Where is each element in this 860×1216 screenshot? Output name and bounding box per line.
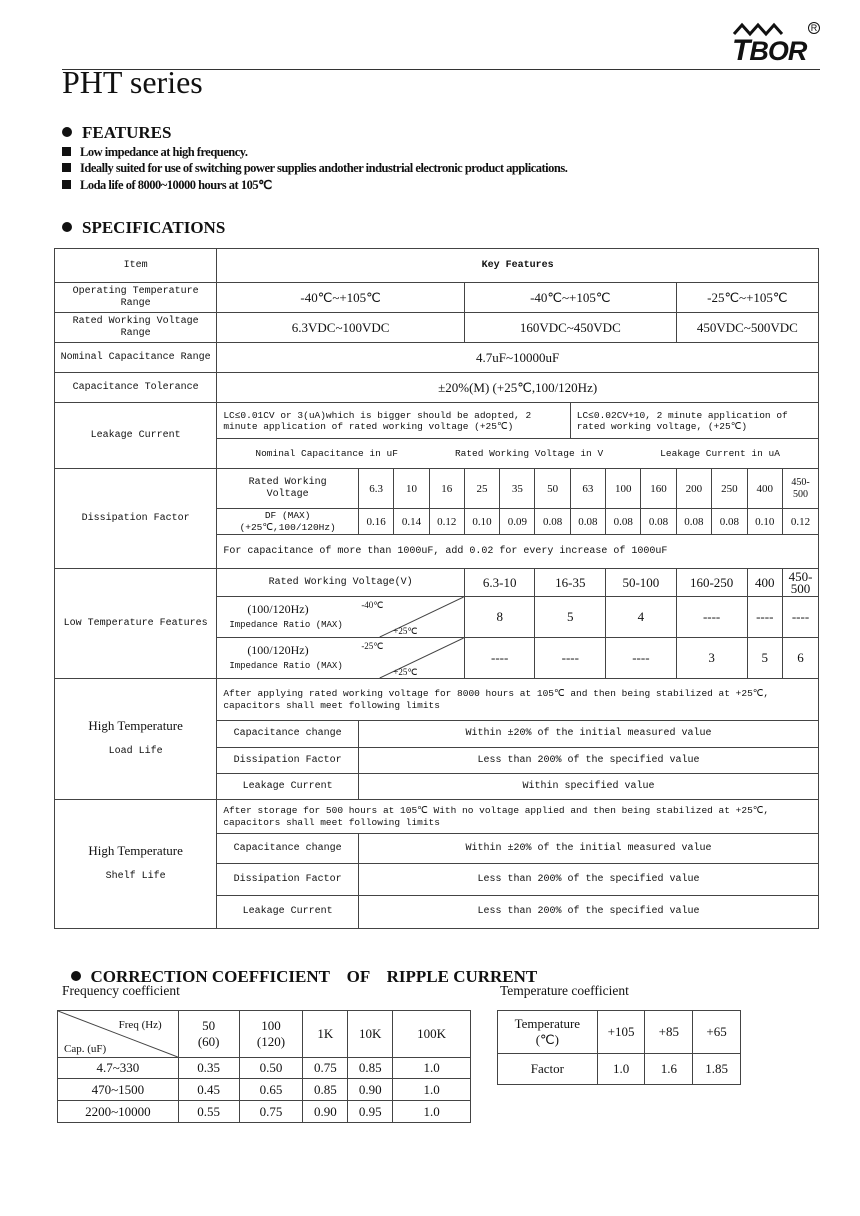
low-temp-value: 3 xyxy=(676,638,747,679)
temp-factor-value: 1.85 xyxy=(693,1054,741,1085)
freq-coef-value: 1.0 xyxy=(393,1101,471,1123)
temperature-coefficient-caption: Temperature coefficient xyxy=(500,983,629,998)
shelf-life-value: Within ±20% of the initial measured value xyxy=(359,834,819,864)
temp-factor-value: 1.0 xyxy=(597,1054,645,1085)
freq-coef-value: 1.0 xyxy=(393,1079,471,1101)
op-temp-value: -40℃~+105℃ xyxy=(464,283,676,313)
impedance-ratio-cell xyxy=(217,597,465,638)
df-value: 0.14 xyxy=(394,509,429,535)
load-life-intro: After applying rated working voltage for 8000 hours at 105℃ and then being stabilized at +25℃, capacitors shall meet following limits xyxy=(217,679,819,721)
df-value: 0.08 xyxy=(535,509,570,535)
leakage-formula-1: LC≤0.01CV or 3(uA)which is bigger should be adopted, 2 minute application of rated working voltage (+25℃) xyxy=(217,403,570,439)
df-value: 0.08 xyxy=(606,509,641,535)
low-temp-voltage: 450-500 xyxy=(782,569,818,597)
ripple-heading: CORRECTION COEFFICIENT OF RIPPLE CURRENT xyxy=(62,947,537,987)
col-item-header: Item xyxy=(55,249,217,283)
df-voltage: 50 xyxy=(535,469,570,509)
op-temp-value: -25℃~+105℃ xyxy=(676,283,818,313)
freq-coef-value: 0.90 xyxy=(348,1079,393,1101)
leakage-legend: Nominal Capacitance in uF Rated Working Voltage in V Leakage Current in uA xyxy=(217,439,819,469)
temp-header-label: Temperature (℃) xyxy=(498,1011,598,1054)
freq-coef-value: 0.35 xyxy=(178,1058,239,1079)
load-life-value: Less than 200% of the specified value xyxy=(359,748,819,774)
cap-range: 4.7~330 xyxy=(58,1058,179,1079)
low-temp-voltage: 6.3-10 xyxy=(464,569,535,597)
frequency-coefficient-table xyxy=(57,1010,471,1123)
df-voltage: 250 xyxy=(712,469,747,509)
df-value: 0.08 xyxy=(641,509,676,535)
leakage-formula-2: LC≤0.02CV+10, 2 minute application of rated working voltage, (+25℃) xyxy=(570,403,818,439)
bullet-icon xyxy=(62,127,72,137)
temp-top: -40℃ xyxy=(361,600,384,610)
temp-header: +105 xyxy=(597,1011,645,1054)
specifications-heading: SPECIFICATIONS xyxy=(62,218,225,238)
low-temp-voltage: 50-100 xyxy=(606,569,677,597)
df-voltage: 35 xyxy=(500,469,535,509)
shelf-life-value: Less than 200% of the specified value xyxy=(359,896,819,929)
low-temp-header-label: Rated Working Voltage(V) xyxy=(217,569,465,597)
df-label: Dissipation Factor xyxy=(55,469,217,569)
square-bullet-icon xyxy=(62,180,71,189)
features-heading: FEATURES xyxy=(62,123,171,143)
cap-tolerance-value: ±20%(M) (+25℃,100/120Hz) xyxy=(217,373,819,403)
df-voltage: 160 xyxy=(641,469,676,509)
df-value: 0.12 xyxy=(782,509,818,535)
low-temp-value: 8 xyxy=(464,597,535,638)
freq-coef-value: 0.85 xyxy=(303,1079,348,1101)
temp-factor-value: 1.6 xyxy=(645,1054,693,1085)
freq-coef-value: 0.90 xyxy=(303,1101,348,1123)
temp-bottom: +25℃ xyxy=(393,667,418,677)
op-temp-value: -40℃~+105℃ xyxy=(217,283,465,313)
square-bullet-icon xyxy=(62,147,71,156)
shelf-life-label xyxy=(55,800,217,929)
low-temp-value: 5 xyxy=(535,597,606,638)
low-temp-value: 5 xyxy=(747,638,782,679)
cap-range: 2200~10000 xyxy=(58,1101,179,1123)
freq-coef-value: 0.45 xyxy=(178,1079,239,1101)
rated-voltage-value: 6.3VDC~100VDC xyxy=(217,313,465,343)
brand-logo: TBOR R xyxy=(732,22,822,68)
freq-corner-label: Freq (Hz) xyxy=(118,1019,162,1031)
df-voltage: 400 xyxy=(747,469,782,509)
square-bullet-icon xyxy=(62,163,71,172)
df-value: 0.08 xyxy=(570,509,605,535)
freq-coef-value: 0.75 xyxy=(239,1101,303,1123)
page-title: PHT series xyxy=(62,64,203,100)
low-temp-voltage: 160-250 xyxy=(676,569,747,597)
df-voltage: 200 xyxy=(676,469,711,509)
low-temp-value: ---- xyxy=(747,597,782,638)
temp-header: +65 xyxy=(693,1011,741,1054)
freq-coef-value: 0.50 xyxy=(239,1058,303,1079)
low-temp-voltage: 400 xyxy=(747,569,782,597)
low-temp-value: ---- xyxy=(535,638,606,679)
nominal-cap-value: 4.7uF~10000uF xyxy=(217,343,819,373)
freq-coef-value: 0.55 xyxy=(178,1101,239,1123)
freq-coef-value: 1.0 xyxy=(393,1058,471,1079)
freq-cap-corner xyxy=(58,1011,179,1058)
feature-item: Low impedance at high frequency. xyxy=(62,145,247,160)
low-temp-value: ---- xyxy=(606,638,677,679)
load-life-label xyxy=(55,679,217,800)
freq-coef-value: 0.95 xyxy=(348,1101,393,1123)
frequency-coefficient-caption: Frequency coefficient xyxy=(62,983,180,998)
df-voltage: 10 xyxy=(394,469,429,509)
df-value: 0.08 xyxy=(712,509,747,535)
impedance-ratio-cell xyxy=(217,638,465,679)
registered-mark: R xyxy=(808,22,820,34)
bullet-icon xyxy=(71,971,81,981)
temp-header: +85 xyxy=(645,1011,693,1054)
col-key-header: Key Features xyxy=(217,249,819,283)
df-row2-label: DF (MAX) (+25℃,100/120Hz) xyxy=(217,509,359,535)
load-life-key: Leakage Current xyxy=(217,774,359,800)
shelf-life-label-2: Shelf Life xyxy=(105,871,166,882)
df-voltage: 16 xyxy=(429,469,464,509)
brand-name: BOR xyxy=(749,36,807,66)
load-life-key: Dissipation Factor xyxy=(217,748,359,774)
low-temp-value: ---- xyxy=(676,597,747,638)
freq-header: 100K xyxy=(393,1011,471,1058)
df-value: 0.10 xyxy=(747,509,782,535)
temp-bottom: +25℃ xyxy=(393,626,418,636)
shelf-life-intro: After storage for 500 hours at 105℃ With no voltage applied and then being stabilized at +25℃, capacitors shall meet following limits xyxy=(217,800,819,834)
load-life-value: Within specified value xyxy=(359,774,819,800)
low-temp-value: 4 xyxy=(606,597,677,638)
impedance-desc: Impedance Ratio (MAX) xyxy=(229,661,343,671)
load-life-label-1: High Temperature xyxy=(88,718,183,733)
rated-voltage-value: 160VDC~450VDC xyxy=(464,313,676,343)
feature-item: Ideally suited for use of switching power supplies andother industrial electronic product applications. xyxy=(62,161,567,176)
freq-coef-value: 0.75 xyxy=(303,1058,348,1079)
shelf-life-value: Less than 200% of the specified value xyxy=(359,864,819,896)
df-voltage: 450-500 xyxy=(782,469,818,509)
load-life-key: Capacitance change xyxy=(217,721,359,748)
temperature-coefficient-table xyxy=(497,1010,741,1085)
factor-label: Factor xyxy=(498,1054,598,1085)
df-value: 0.08 xyxy=(676,509,711,535)
low-temp-value: ---- xyxy=(464,638,535,679)
df-voltage: 25 xyxy=(464,469,499,509)
freq-coef-value: 0.85 xyxy=(348,1058,393,1079)
bullet-icon xyxy=(62,222,72,232)
shelf-life-key: Dissipation Factor xyxy=(217,864,359,896)
df-voltage: 63 xyxy=(570,469,605,509)
low-temp-value: ---- xyxy=(782,597,818,638)
df-value: 0.16 xyxy=(359,509,394,535)
impedance-freq: (100/120Hz) xyxy=(247,643,309,657)
freq-coef-value: 0.65 xyxy=(239,1079,303,1101)
rated-voltage-label: Rated Working Voltage Range xyxy=(55,313,217,343)
shelf-life-key: Capacitance change xyxy=(217,834,359,864)
shelf-life-label-1: High Temperature xyxy=(88,843,183,858)
cap-tolerance-label: Capacitance Tolerance xyxy=(55,373,217,403)
feature-item: Loda life of 8000~10000 hours at 105℃ xyxy=(62,177,272,193)
load-life-value: Within ±20% of the initial measured value xyxy=(359,721,819,748)
low-temp-value: 6 xyxy=(782,638,818,679)
shelf-life-key: Leakage Current xyxy=(217,896,359,929)
load-life-label-2: Load Life xyxy=(108,746,163,757)
impedance-desc: Impedance Ratio (MAX) xyxy=(229,620,343,630)
freq-header: 10K xyxy=(348,1011,393,1058)
freq-header: 100 (120) xyxy=(239,1011,303,1058)
op-temp-label: Operating Temperature Range xyxy=(55,283,217,313)
impedance-freq: (100/120Hz) xyxy=(247,602,309,616)
df-value: 0.10 xyxy=(464,509,499,535)
rated-voltage-value: 450VDC~500VDC xyxy=(676,313,818,343)
low-temp-voltage: 16-35 xyxy=(535,569,606,597)
df-voltage: 100 xyxy=(606,469,641,509)
df-value: 0.12 xyxy=(429,509,464,535)
cap-range: 470~1500 xyxy=(58,1079,179,1101)
df-voltage: 6.3 xyxy=(359,469,394,509)
temp-top: -25℃ xyxy=(361,641,384,651)
specifications-table xyxy=(54,248,819,929)
df-value: 0.09 xyxy=(500,509,535,535)
df-row1-label: Rated Working Voltage xyxy=(217,469,359,509)
cap-corner-label: Cap. (uF) xyxy=(64,1043,107,1055)
leakage-label: Leakage Current xyxy=(55,403,217,469)
df-note: For capacitance of more than 1000uF, add 0.02 for every increase of 1000uF xyxy=(217,535,819,569)
low-temp-label: Low Temperature Features xyxy=(55,569,217,679)
freq-header: 1K xyxy=(303,1011,348,1058)
freq-header: 50 (60) xyxy=(178,1011,239,1058)
nominal-cap-label: Nominal Capacitance Range xyxy=(55,343,217,373)
